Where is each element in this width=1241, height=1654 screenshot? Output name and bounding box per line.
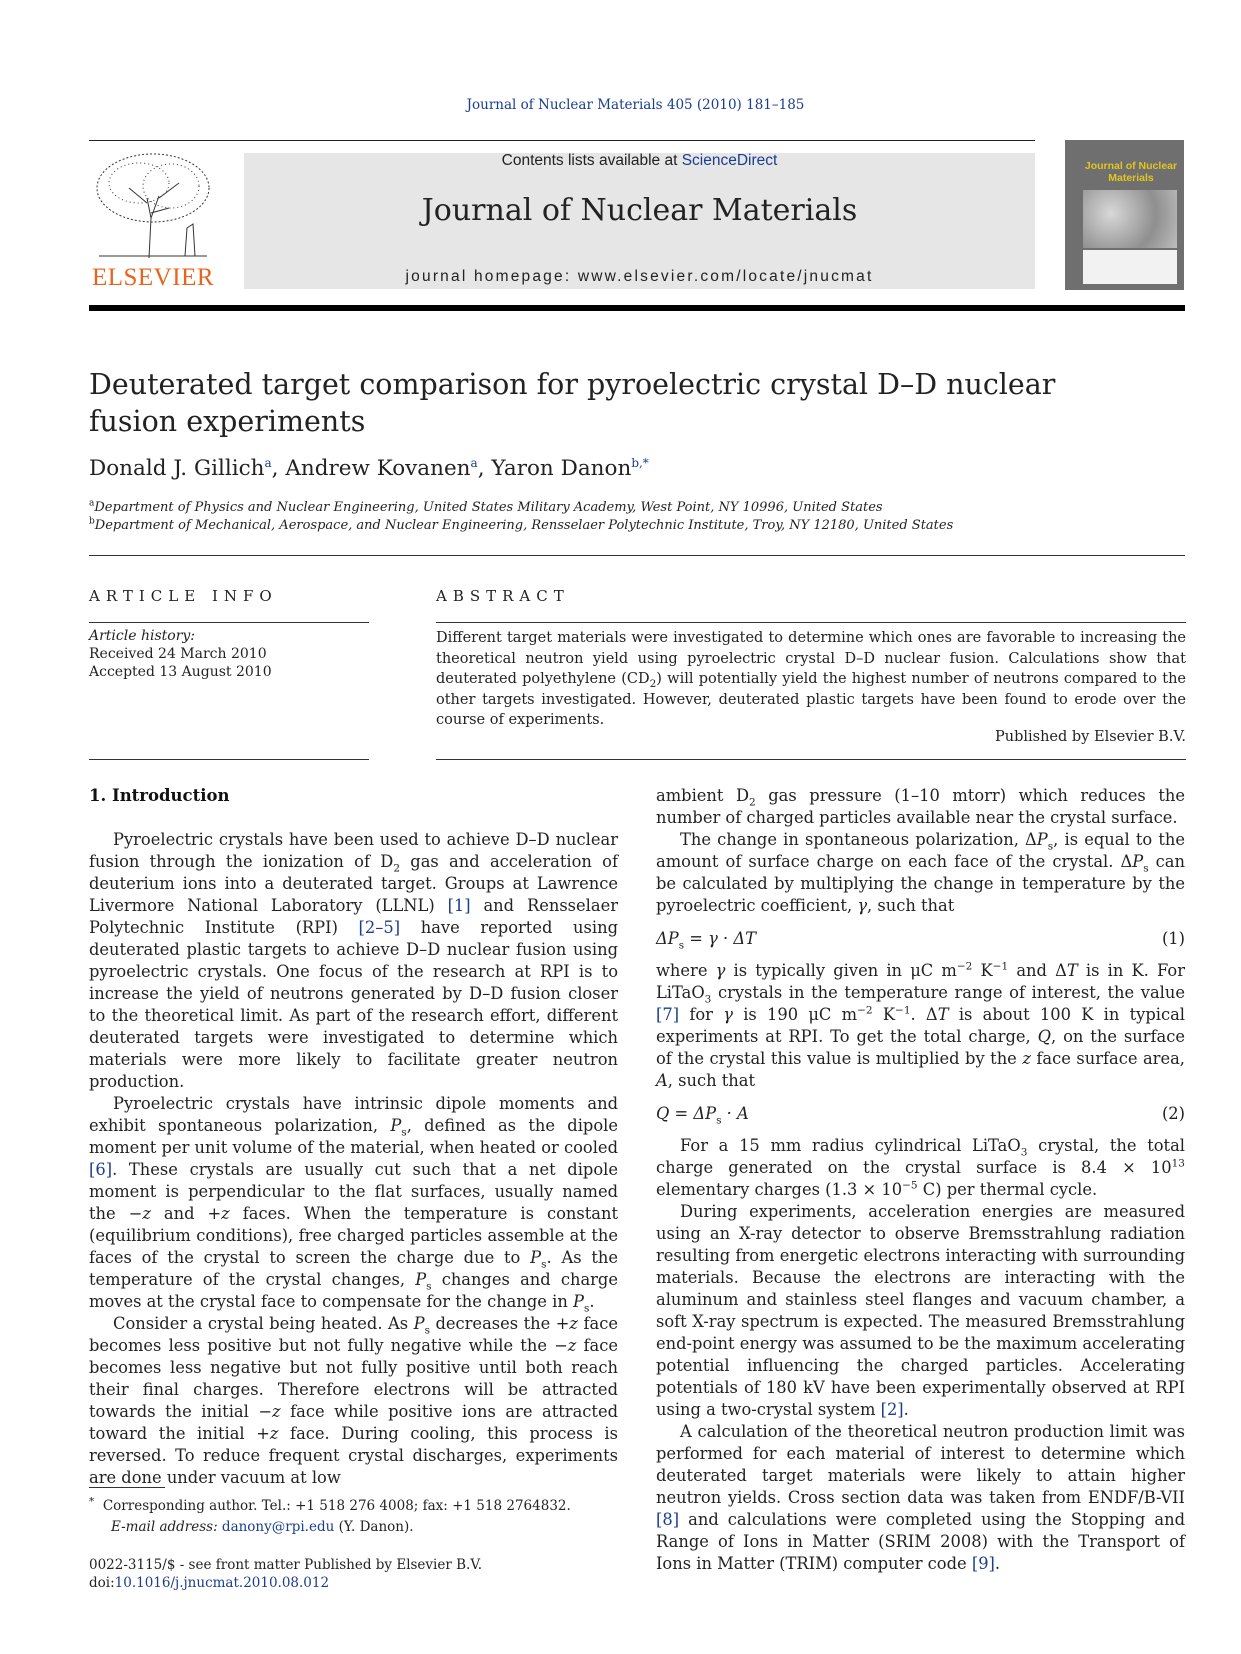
affiliation-mark[interactable]: b,* <box>631 455 649 470</box>
email-link[interactable]: danony@rpi.edu <box>221 1519 335 1535</box>
title-bottom-rule <box>89 555 1185 556</box>
abstract-text: Different target materials were investigated to determine which ones are favorable to increasing the theoretical neutron yield using pyroelectric crystal D–D nuclear fusion. Calculations show that deuterated polyethylene $(CD_2)$ will potentially yield the highest number of neutrons compared to the other targets investigated. However, deuterated plastic targets have been found to erode over the course of experiments. <box>436 630 1186 728</box>
footnote-rule <box>89 1487 165 1488</box>
elsevier-wordmark: ELSEVIER <box>91 264 215 291</box>
affiliation-a: $^a$Department of Physics and Nuclear Engineering, United States Military Academy, West Point, NY 10996, United States <box>89 498 883 515</box>
sciencedirect-link[interactable]: ScienceDirect <box>681 152 778 169</box>
section-heading-introduction: 1. Introduction <box>89 786 230 805</box>
article-info-heading: ARTICLE INFO <box>89 587 278 605</box>
contents-line: Contents lists available at ScienceDirect <box>501 152 778 169</box>
reference-link[interactable]: [8] <box>656 1510 680 1529</box>
paragraph: ambient $D_2$ gas pressure (1–10 mtorr) which reduces the number of charged particles available near the crystal surface. <box>656 786 1185 827</box>
issn-doi: 0022-3115/$ - see front matter Published by Elsevier B.V. doi:10.1016/j.jnucmat.2010.08.012 <box>89 1557 482 1591</box>
paragraph: For a 15 mm radius cylindrical LiTaO$_3$ crystal, the total charge generated on the crystal surface is $8.4 \times 10^{13}$ elementary charges ($1.3 \times 10^{-5}$ C) per thermal cycle. <box>656 1136 1185 1199</box>
author-name: Yaron Danon <box>491 456 632 481</box>
author-name: Donald J. Gillich <box>89 456 265 481</box>
cover-image <box>1083 190 1177 248</box>
abstract-rule <box>436 622 1186 623</box>
article-history: Article history: Received 24 March 2010 Accepted 13 August 2010 <box>89 628 272 680</box>
abstract-heading: ABSTRACT <box>436 587 570 605</box>
reference-link[interactable]: [2] <box>880 1400 904 1419</box>
paragraph: A calculation of the theoretical neutron production limit was performed for each material of interest to determine which deuterated target materials were likely to attain higher neutron yields. Cross section data was taken from ENDF/B-VII [8] and calculations were completed using the Stopping and Range of Ions in Matter (SRIM 2008) with the Transport of Ions in Matter (TRIM) computer code [9]. <box>656 1422 1185 1573</box>
reference-link[interactable]: [7] <box>656 1005 680 1024</box>
header-top-rule <box>89 140 1035 141</box>
article-title: Deuterated target comparison for pyroelectric crystal D–D nuclear fusion experiments <box>89 368 1056 438</box>
elsevier-logo <box>89 148 217 292</box>
journal-citation[interactable]: Journal of Nuclear Materials 405 (2010) 181–185 <box>466 97 805 113</box>
paragraph: During experiments, acceleration energies are measured using an X-ray detector to observe Bremsstrahlung radiation resulting from energetic electrons interacting with surrounding materials. Because the electrons are interacting with the aluminum and stainless steel flanges and vacuum chamber, a soft X-ray spectrum is expected. The measured Bremsstrahlung end-point energy was assumed to be the maximum accelerating potential influencing the charged particles. Accelerating potentials of 180 kV have been experimentally observed at RPI using a two-crystal system [2]. <box>656 1202 1185 1419</box>
author-list: Donald J. Gillich$^a$, Andrew Kovanen$^a$, Yaron Danon$^{b,*}$ <box>89 455 649 481</box>
doi-link[interactable]: 10.1016/j.jnucmat.2010.08.012 <box>114 1575 330 1591</box>
equation-2: $Q = \Delta P_s \cdot A$ (2) <box>656 1104 1185 1127</box>
article-info-rule <box>89 622 369 623</box>
journal-title: Journal of Nuclear Materials <box>421 193 858 228</box>
affiliation-mark[interactable]: a <box>470 455 478 470</box>
corresponding-author-footnote: * Corresponding author. Tel.: +1 518 276 4008; fax: +1 518 2764832. E-mail address: danony@rpi.edu (Y. Danon). <box>89 1495 571 1535</box>
cover-title: Journal of Nuclear Materials <box>1084 160 1178 184</box>
paragraph: Consider a crystal being heated. As $P_s$ decreases the +z face becomes less positive but not fully negative while the −z face becomes less negative but not fully positive until both reach their final charges. Therefore electrons will be attracted towards the initial −z face while positive ions are attracted toward the initial +z face. During cooling, this process is reversed. To reduce frequent crystal discharges, experiments are done under vacuum at low <box>89 1314 619 1487</box>
paragraph: The change in spontaneous polarization, $\Delta P_s$, is equal to the amount of surface charge on each face of the crystal. $\Delta P_s$ can be calculated by multiplying the change in temperature by the pyroelectric coefficient, γ, such that <box>656 830 1185 915</box>
reference-link[interactable]: [2–5] <box>358 918 401 937</box>
journal-homepage[interactable]: journal homepage: www.elsevier.com/locate/jnucmat <box>405 268 874 285</box>
reference-link[interactable]: [9] <box>971 1554 995 1573</box>
article-info-bottom-rule <box>89 759 369 760</box>
left-column <box>89 829 618 1489</box>
right-column <box>656 785 1185 1575</box>
affiliation-mark[interactable]: a <box>264 455 272 470</box>
reference-link[interactable]: [6] <box>89 1160 113 1179</box>
tree-icon <box>89 148 217 260</box>
equation-1: $\Delta P_s = \gamma \cdot \Delta T$ (1) <box>656 929 1185 952</box>
paragraph: Pyroelectric crystals have been used to achieve D–D nuclear fusion through the ionization of $D_2$ gas and acceleration of deuterium ions into a deuterated target. Groups at Lawrence Livermore National Laboratory (LLNL) [1] and Rensselaer Polytechnic Institute (RPI) [2–5] have reported using deuterated plastic targets to achieve D–D nuclear fusion using pyroelectric crystals. One focus of the research at RPI is to increase the yield of neutrons generated by D–D fusion closer to the theoretical limit. As part of the research effort, different deuterated targets were investigated to determine which materials were more likely to facilitate greater neutron production. <box>89 830 619 1091</box>
published-by: Published by Elsevier B.V. <box>995 729 1186 745</box>
paragraph: Pyroelectric crystals have intrinsic dipole moments and exhibit spontaneous polarization, $P_s$, defined as the dipole moment per unit volume of the material, when heated or cooled [6]. These crystals are usually cut such that a net dipole moment is perpendicular to the flat surfaces, usually named the −z and +z faces. When the temperature is constant (equilibrium conditions), free charged particles assemble at the faces of the crystal to screen the charge due to $P_s$. As the temperature of the crystal changes, $P_s$ changes and charge moves at the crystal face to compensate for the change in $P_s$. <box>89 1094 618 1315</box>
cover-footer <box>1083 250 1177 284</box>
header-thick-rule <box>89 305 1185 311</box>
author-name: Andrew Kovanen <box>285 456 471 481</box>
reference-link[interactable]: [1] <box>447 896 471 915</box>
abstract-bottom-rule <box>436 759 1186 760</box>
journal-cover-thumbnail[interactable] <box>1065 140 1184 290</box>
affiliation-b: $^b$Department of Mechanical, Aerospace, and Nuclear Engineering, Rensselaer Polytechnic Institute, Troy, NY 12180, United States <box>89 516 954 533</box>
paragraph: where γ is typically given in μC $m^{-2}$ $K^{-1}$ and ΔT is in K. For LiTaO$_3$ crystals in the temperature range of interest, the value [7] for γ is 190 μC $m^{-2}$ $K^{-1}$. ΔT is about 100 K in typical experiments at RPI. To get the total charge, Q, on the surface of the crystal this value is multiplied by the z face surface area, A, such that <box>656 960 1185 1090</box>
